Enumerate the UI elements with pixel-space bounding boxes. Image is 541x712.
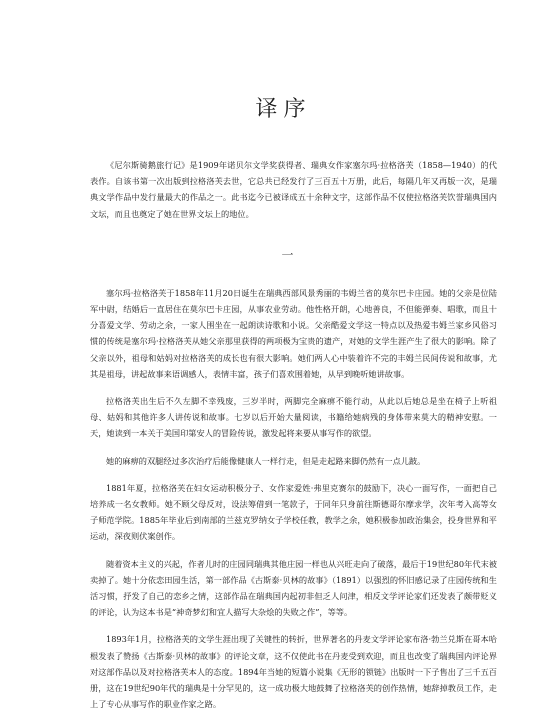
body-paragraph: 1881年夏，拉格洛芙在妇女运动积极分子、女作家爱姓·弗里克赛尔的鼓励下，决心一面写作，一面把自己培养成一名女教师。她不顾父母反对，设法筹借到一笔款子，于同年只身前往斯德哥尔摩求学，次年考入高等女子师范学院。1885年毕业后到南部的兰兹克罗纳女子学校任教，教学之余，她积极参加政治集会，投身世界和平运动，深夜则伏案创作。 [90, 482, 497, 542]
intro-paragraph: 《尼尔斯骑鹅旅行记》是1909年诺贝尔文学奖获得者、瑞典女作家塞尔玛·拉格洛芙（1858—1940）的代表作。自该书第一次出版到拉格洛芙去世，它总共已经发行了三百五十万册，此后，每隔几年又再版一次，是瑞典文学作品中发行量最大的作品之一。此书迄今已被译成五十余种文字，这部作品不仅使拉格洛芙饮誉瑞典国内文坛，而且也奠定了她在世界文坛上的地位。 [90, 160, 497, 219]
body-paragraph: 她的麻痹的双腿经过多次治疗后能像健康人一样行走，但是走起路来脚仍然有一点儿跛。 [106, 455, 426, 466]
page-title: 译序 [255, 97, 312, 122]
body-paragraph: 拉格洛芙出生后不久左脚不幸残废，三岁半时，两脚完全麻痹不能行动，从此以后她总是坐在椅子上听祖母、姑妈和其他许多人讲传说和故事。七岁以后开始大量阅读，书籍给她病残的身体带来莫大的精神安慰。一天，她读到一本关于美国印第安人的冒险传说，激发起将来要从事写作的欲望。 [90, 396, 497, 439]
body-paragraph: 随着资本主义的兴起，作者儿时的庄园同瑞典其他庄园一样也从兴旺走向了破落，最后于19世纪80年代末被卖掉了。她十分依恋田园生活，第一部作品《古斯泰·贝林的故事》（1891）以强烈的怀旧感记录了庄园传统和生活习惯，抒发了自己的恋乡之情，这部作品在瑞典国内起初非但乏人问津，相反文学评论家们还发表了颇带贬义的评论，认为这本书是“神奇梦幻和宜人描写大杂烩的失败之作”，等等。 [90, 558, 497, 618]
body-paragraph: 1893年1月，拉格洛芙的文学生涯出现了关键性的转折，世界著名的丹麦文学评论家布洛·勃兰兑斯在哥本哈根发表了赞扬《古斯泰·贝林的故事》的评论文章，这不仅使此书在丹麦受到欢迎，而且也改变了瑞典国内评论界对这部作品以及对拉格洛芙本人的态度。1894年当她的短篇小说集《无形的锁链》出版时一下子售出了三千五百册，这在19世纪90年代的瑞典是十分罕见的，这一成功极大地鼓舞了拉格洛芙的创作热情，她辞掉教员工作，走上了专心从事写作的职业作家之路。 [90, 634, 497, 710]
section-number: 一 [281, 247, 294, 262]
body-paragraph: 塞尔玛·拉格洛芙于1858年11月20日诞生在瑞典西部风景秀丽的韦姆兰省的莫尔巴卡庄园。她的父亲是位陆军中尉，结婚后一直居住在莫尔巴卡庄园，从事农业劳动。他性格开朗，心地善良，不但能弹奏、唱歌，而且十分喜爱文学、劳动之余，一家人围坐在一起朗读诗歌和小说。父亲酷爱文学这一特点以及热爱韦姆兰家乡风俗习惯的传统是塞尔玛·拉格洛芙从她父亲那里获得的两项极为宝贵的遗产，对她的文学生涯产生了很大的影响。除了父亲以外，祖母和姑妈对拉格洛芙的成长也有很大影响。她们两人心中装着许不完的丰姆兰民间传说和故事，尤其是祖母，讲起故事来语调感人，表情丰富，孩子们喜欢围着她，从早到晚听她讲故事。 [90, 287, 497, 379]
